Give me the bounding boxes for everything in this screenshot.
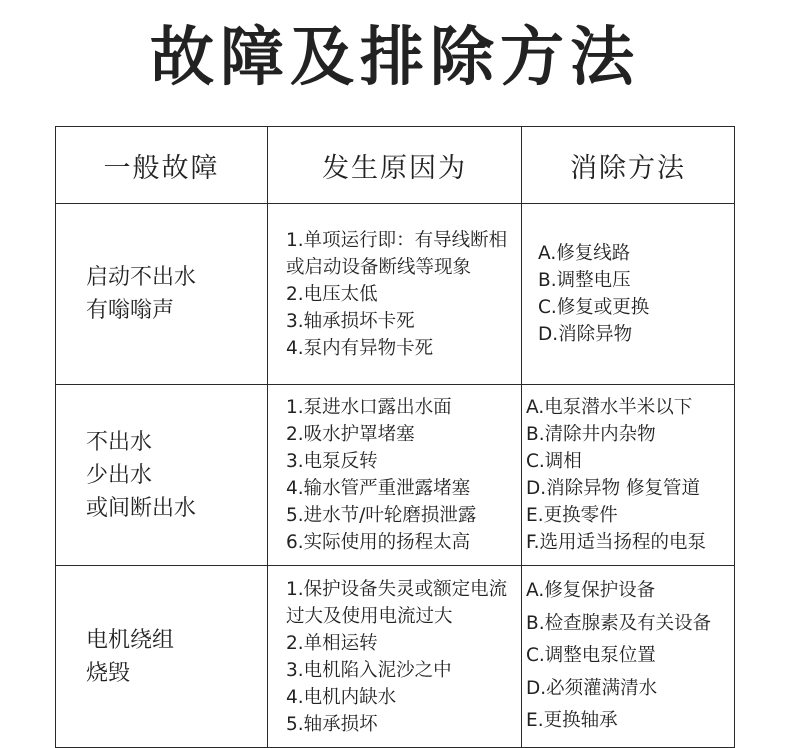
fix-line: A.电泵潜水半米以下 <box>526 397 693 418</box>
fix-line: C.调相 <box>526 451 582 472</box>
fix-line: E.更换轴承 <box>526 710 618 732</box>
header-fix: 消除方法 <box>522 127 735 204</box>
fault-line: 有嗡嗡声 <box>86 298 175 323</box>
fault-line: 少出水 <box>86 462 153 488</box>
fix-line: D.消除异物 <box>538 324 633 345</box>
cause-line: 1.保护设备失灵或额定电流过大及使用电流过大 <box>286 578 508 627</box>
fault-table <box>55 126 735 748</box>
fix-line: E.更换零件 <box>526 505 618 526</box>
fix-line: A.修复线路 <box>538 243 631 264</box>
table-row <box>56 385 735 566</box>
fault-line: 烧毁 <box>86 660 131 686</box>
fault-cell <box>56 204 268 385</box>
header-cause: 发生原因为 <box>268 127 522 204</box>
cause-line: 4.泵内有异物卡死 <box>286 337 434 359</box>
fix-line: B.检查腺素及有关设备 <box>526 612 712 634</box>
fix-line: D.必须灌满清水 <box>526 677 658 699</box>
cause-line: 5.轴承损坏 <box>286 713 378 735</box>
cause-line: 3.轴承损坏卡死 <box>286 310 415 332</box>
fault-line: 或间断出水 <box>86 495 197 521</box>
table-header-row <box>56 127 735 204</box>
cause-line: 4.电机内缺水 <box>286 686 397 708</box>
cause-line: 1.泵进水口露出水面 <box>286 397 452 418</box>
fix-line: C.修复或更换 <box>538 297 650 318</box>
fix-line: B.调整电压 <box>538 270 631 291</box>
cause-line: 4.输水管严重泄露堵塞 <box>286 478 471 499</box>
fault-line: 启动不出水 <box>86 265 197 290</box>
cause-line: 3.电泵反转 <box>286 451 378 472</box>
cause-cell <box>268 385 522 566</box>
cause-cell <box>268 566 522 748</box>
fix-line: D.消除异物 修复管道 <box>526 478 701 499</box>
cause-line: 6.实际使用的扬程太高 <box>286 532 471 553</box>
fault-cell <box>56 385 268 566</box>
page-title: 故障及排除方法 <box>150 21 640 95</box>
fault-line: 不出水 <box>86 429 153 455</box>
cause-line: 1.单项运行即：有导线断相或启动设备断线等现象 <box>286 229 508 278</box>
fault-cell <box>56 566 268 748</box>
fix-line: C.调整电泵位置 <box>526 645 656 667</box>
fault-line: 电机绕组 <box>86 627 175 653</box>
cause-line: 3.电机陷入泥沙之中 <box>286 659 452 681</box>
fix-cell <box>522 385 735 566</box>
fix-line: F.选用适当扬程的电泵 <box>526 532 707 553</box>
cause-line: 5.进水节/叶轮磨损泄露 <box>286 505 477 526</box>
cause-line: 2.吸水护罩堵塞 <box>286 424 415 445</box>
header-fault: 一般故障 <box>56 127 268 204</box>
cause-line: 2.单相运转 <box>286 632 378 654</box>
cause-line: 2.电压太低 <box>286 283 378 305</box>
fix-cell <box>522 566 735 748</box>
fix-line: A.修复保护设备 <box>526 580 656 602</box>
fix-line: B.清除井内杂物 <box>526 424 656 445</box>
table-row <box>56 566 735 748</box>
table-row <box>56 204 735 385</box>
cause-cell <box>268 204 522 385</box>
fix-cell <box>522 204 735 385</box>
